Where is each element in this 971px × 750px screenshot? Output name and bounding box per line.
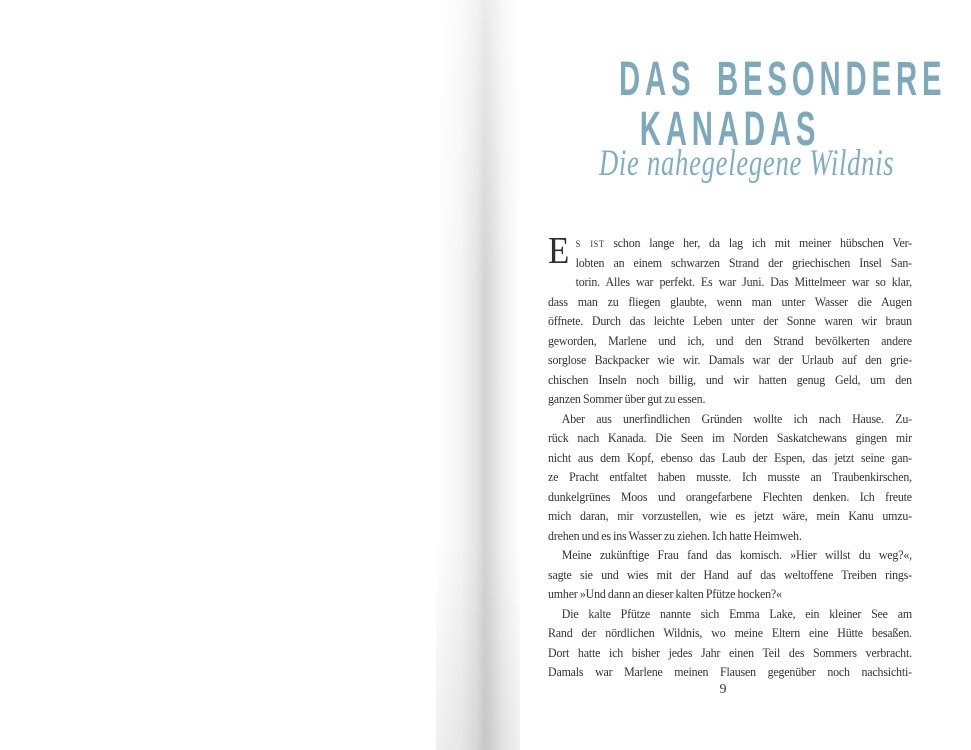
body-line: Damals war Marlene meinen Flausen gegenüber noch nachsichti-	[548, 664, 912, 679]
body-line: torin. Alles war perfekt. Es war Juni. Das Mittelmeer war so klar,	[575, 274, 912, 289]
body-line: dunkelgrünes Moos und orangefarbene Flechten denken. Ich freute	[548, 488, 912, 504]
body-line: umher »Und dann an dieser kalten Pfütze hocken?«	[548, 586, 782, 601]
chapter-subtitle: Die nahegelegene Wildnis	[598, 143, 895, 184]
body-line: s ist schon lange her, da lag ich mit meiner hübschen Ver-	[575, 235, 912, 250]
body-line: dass man zu fliegen glaubte, wenn man unter Wasser die Augen	[548, 293, 912, 309]
body-line: ganzen Sommer über gut zu essen.	[548, 391, 706, 406]
drop-cap: E	[548, 230, 570, 272]
body-paragraph	[548, 409, 912, 546]
body-line: öffnete. Durch das leichte Leben unter der Sonne waren wir braun	[548, 313, 912, 328]
body-line: rück nach Kanada. Die Seen im Norden Saskatchewans gingen mir	[548, 430, 912, 445]
body-line: Aber aus unerfindlichen Gründen wollte ich nach Hause. Zu-	[561, 410, 912, 426]
page-number: 9	[719, 682, 727, 697]
small-caps-lead: s ist	[575, 235, 605, 250]
page-gutter-shadow	[436, 0, 520, 750]
body-line: Dort hatte ich bisher jedes Jahr einen Teil des Sommers verbracht.	[548, 644, 912, 660]
body-line: geworden, Marlene und ich, und den Strand bevölkerten andere	[548, 332, 912, 348]
body-paragraph	[548, 545, 912, 604]
body-line: lobten an einem schwarzen Strand der griechischen Insel San-	[575, 254, 912, 270]
chapter-title-line-2: KANADAS	[639, 103, 821, 156]
body-line: Die kalte Pfütze nannte sich Emma Lake, ein kleiner See am	[561, 605, 912, 621]
body-line: ze Pracht entfaltet haben musste. Ich musste an Traubenkirschen,	[548, 469, 912, 484]
chapter-title-line-1: DAS BESONDERE	[618, 53, 947, 106]
body-line: drehen und es ins Wasser zu ziehen. Ich hatte Heimweh.	[548, 527, 802, 543]
body-line: mich daran, mir vorzustellen, wie es jetzt wäre, mein Kanu umzu-	[548, 508, 912, 523]
body-paragraph	[548, 604, 912, 682]
left-page	[0, 0, 437, 750]
body-line: nicht aus dem Kopf, ebenso das Laub der Espen, das jetzt seine gan-	[548, 449, 912, 465]
body-line: chischen Inseln noch billig, und wir hatten genug Geld, um den	[548, 371, 912, 387]
right-page	[548, 0, 947, 750]
body-line: sorglose Backpacker wie wir. Damals war der Urlaub auf den grie-	[548, 352, 912, 367]
body-paragraph	[548, 230, 912, 409]
body-line: Meine zukünftige Frau fand das komisch. »Hier willst du weg?«,	[561, 547, 912, 562]
body-line: Rand der nördlichen Wildnis, wo meine Eltern eine Hütte besaßen.	[548, 625, 912, 640]
body-line: sagte sie und wies mit der Hand auf das weltoffene Treiben rings-	[548, 566, 912, 582]
body-text	[548, 230, 912, 682]
